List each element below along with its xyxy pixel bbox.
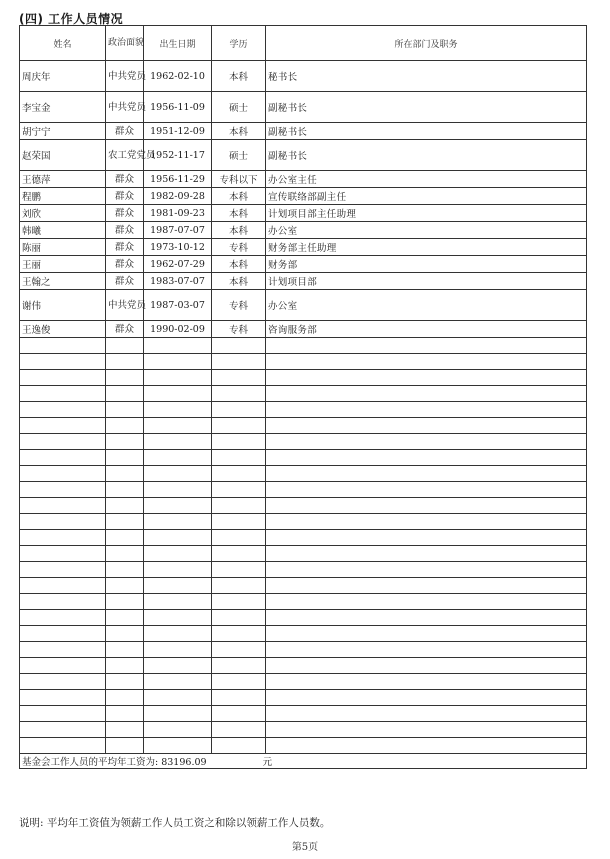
- empty-cell: [212, 674, 266, 690]
- empty-cell: [106, 402, 144, 418]
- empty-cell: [212, 690, 266, 706]
- empty-row: [20, 466, 587, 482]
- empty-cell: [144, 738, 212, 754]
- empty-cell: [144, 338, 212, 354]
- cell-dept: 计划项目部主任助理: [266, 205, 587, 222]
- header-education: 学历: [212, 26, 266, 61]
- empty-cell: [212, 450, 266, 466]
- empty-row: [20, 674, 587, 690]
- empty-cell: [106, 370, 144, 386]
- cell-birth: 1982-09-28: [144, 188, 212, 205]
- empty-cell: [20, 722, 106, 738]
- cell-birth: 1951-12-09: [144, 123, 212, 140]
- cell-name: 王翰之: [20, 273, 106, 290]
- empty-cell: [144, 578, 212, 594]
- empty-cell: [144, 610, 212, 626]
- cell-dept: 副秘书长: [266, 140, 587, 171]
- empty-cell: [144, 450, 212, 466]
- empty-cell: [144, 466, 212, 482]
- empty-cell: [212, 530, 266, 546]
- empty-cell: [106, 338, 144, 354]
- cell-dept: 宣传联络部副主任: [266, 188, 587, 205]
- cell-birth: 1962-02-10: [144, 61, 212, 92]
- empty-cell: [106, 466, 144, 482]
- cell-name: 王德萍: [20, 171, 106, 188]
- average-salary-unit: 元: [262, 757, 273, 768]
- empty-cell: [266, 338, 587, 354]
- empty-row: [20, 594, 587, 610]
- empty-cell: [106, 434, 144, 450]
- cell-education: 专科: [212, 239, 266, 256]
- cell-name: 李宝金: [20, 92, 106, 123]
- empty-row: [20, 498, 587, 514]
- table-row: [20, 92, 587, 123]
- cell-birth: 1990-02-09: [144, 321, 212, 338]
- empty-row: [20, 386, 587, 402]
- cell-political: 群众: [106, 321, 144, 338]
- empty-cell: [144, 354, 212, 370]
- cell-birth: 1973-10-12: [144, 239, 212, 256]
- cell-dept: 办公室: [266, 222, 587, 239]
- empty-row: [20, 690, 587, 706]
- empty-cell: [20, 482, 106, 498]
- empty-cell: [266, 418, 587, 434]
- empty-cell: [144, 706, 212, 722]
- staff-table: [19, 25, 587, 769]
- empty-cell: [212, 434, 266, 450]
- empty-cell: [20, 466, 106, 482]
- empty-row: [20, 354, 587, 370]
- cell-political: 群众: [106, 239, 144, 256]
- empty-cell: [266, 562, 587, 578]
- empty-cell: [20, 690, 106, 706]
- cell-education: 硕士: [212, 92, 266, 123]
- empty-cell: [266, 642, 587, 658]
- empty-cell: [20, 594, 106, 610]
- empty-row: [20, 530, 587, 546]
- average-salary-cell: [20, 754, 587, 769]
- empty-cell: [212, 498, 266, 514]
- cell-dept: 副秘书长: [266, 123, 587, 140]
- empty-cell: [106, 514, 144, 530]
- empty-cell: [212, 466, 266, 482]
- cell-education: 本科: [212, 61, 266, 92]
- average-salary-row: [20, 754, 587, 769]
- cell-education: 本科: [212, 222, 266, 239]
- empty-cell: [144, 514, 212, 530]
- section-title: (四) 工作人员情况: [19, 12, 124, 26]
- empty-cell: [20, 370, 106, 386]
- empty-cell: [106, 594, 144, 610]
- empty-cell: [20, 578, 106, 594]
- empty-row: [20, 450, 587, 466]
- cell-birth: 1983-07-07: [144, 273, 212, 290]
- empty-cell: [106, 674, 144, 690]
- empty-row: [20, 658, 587, 674]
- empty-cell: [20, 402, 106, 418]
- cell-birth: 1962-07-29: [144, 256, 212, 273]
- empty-cell: [20, 626, 106, 642]
- header-dept: 所在部门及职务: [266, 26, 587, 61]
- empty-row: [20, 546, 587, 562]
- cell-dept: 办公室主任: [266, 171, 587, 188]
- empty-cell: [144, 642, 212, 658]
- empty-cell: [144, 418, 212, 434]
- cell-name: 周庆年: [20, 61, 106, 92]
- empty-cell: [212, 546, 266, 562]
- empty-cell: [106, 482, 144, 498]
- empty-cell: [20, 450, 106, 466]
- empty-cell: [106, 562, 144, 578]
- cell-dept: 咨询服务部: [266, 321, 587, 338]
- cell-political: 群众: [106, 273, 144, 290]
- cell-dept: 副秘书长: [266, 92, 587, 123]
- empty-cell: [106, 642, 144, 658]
- cell-birth: 1952-11-17: [144, 140, 212, 171]
- empty-cell: [212, 738, 266, 754]
- empty-cell: [20, 354, 106, 370]
- empty-cell: [266, 674, 587, 690]
- empty-row: [20, 370, 587, 386]
- empty-cell: [106, 610, 144, 626]
- empty-cell: [20, 386, 106, 402]
- empty-cell: [144, 386, 212, 402]
- header-birth: 出生日期: [144, 26, 212, 61]
- empty-cell: [212, 402, 266, 418]
- empty-cell: [106, 498, 144, 514]
- empty-cell: [106, 738, 144, 754]
- empty-cell: [266, 514, 587, 530]
- empty-cell: [266, 626, 587, 642]
- empty-cell: [266, 466, 587, 482]
- table-row: [20, 140, 587, 171]
- empty-cell: [106, 354, 144, 370]
- average-salary-label: 基金会工作人员的平均年工资为: 83196.09: [22, 757, 207, 768]
- empty-cell: [106, 722, 144, 738]
- table-header-row: [20, 26, 587, 61]
- empty-cell: [266, 498, 587, 514]
- cell-political: 群众: [106, 205, 144, 222]
- empty-cell: [212, 610, 266, 626]
- cell-political: 农工党党员: [106, 140, 144, 171]
- cell-political: 群众: [106, 256, 144, 273]
- empty-row: [20, 626, 587, 642]
- empty-row: [20, 642, 587, 658]
- empty-row: [20, 418, 587, 434]
- empty-cell: [212, 658, 266, 674]
- empty-cell: [266, 434, 587, 450]
- table-row: [20, 123, 587, 140]
- empty-cell: [20, 338, 106, 354]
- empty-cell: [20, 546, 106, 562]
- empty-cell: [20, 530, 106, 546]
- empty-cell: [20, 434, 106, 450]
- cell-education: 硕士: [212, 140, 266, 171]
- table-row: [20, 171, 587, 188]
- cell-name: 谢伟: [20, 290, 106, 321]
- empty-cell: [144, 434, 212, 450]
- empty-cell: [266, 594, 587, 610]
- cell-education: 本科: [212, 273, 266, 290]
- empty-row: [20, 722, 587, 738]
- empty-cell: [20, 498, 106, 514]
- empty-cell: [266, 722, 587, 738]
- empty-cell: [106, 530, 144, 546]
- header-name: 姓名: [20, 26, 106, 61]
- cell-name: 陈丽: [20, 239, 106, 256]
- empty-cell: [212, 354, 266, 370]
- page-number: 第5页: [291, 842, 319, 853]
- empty-cell: [212, 722, 266, 738]
- cell-name: 胡宁宁: [20, 123, 106, 140]
- empty-cell: [212, 626, 266, 642]
- empty-cell: [20, 562, 106, 578]
- empty-cell: [144, 498, 212, 514]
- empty-cell: [20, 738, 106, 754]
- empty-row: [20, 738, 587, 754]
- cell-dept: 财务部: [266, 256, 587, 273]
- empty-cell: [212, 370, 266, 386]
- cell-education: 本科: [212, 123, 266, 140]
- empty-row: [20, 706, 587, 722]
- header-political: 政治面貌: [106, 26, 144, 61]
- cell-education: 专科以下: [212, 171, 266, 188]
- empty-cell: [20, 674, 106, 690]
- empty-cell: [20, 418, 106, 434]
- empty-cell: [106, 658, 144, 674]
- table-row: [20, 256, 587, 273]
- empty-row: [20, 578, 587, 594]
- table-row: [20, 239, 587, 256]
- cell-political: 群众: [106, 222, 144, 239]
- empty-cell: [106, 450, 144, 466]
- empty-cell: [20, 514, 106, 530]
- cell-dept: 办公室: [266, 290, 587, 321]
- cell-birth: 1956-11-29: [144, 171, 212, 188]
- empty-cell: [144, 674, 212, 690]
- cell-political: 中共党员: [106, 92, 144, 123]
- cell-name: 程鹏: [20, 188, 106, 205]
- empty-cell: [212, 578, 266, 594]
- empty-cell: [20, 642, 106, 658]
- explanation-note: 说明: 平均年工资值为领薪工作人员工资之和除以领薪工作人员数。: [19, 817, 331, 829]
- empty-cell: [106, 546, 144, 562]
- cell-political: 中共党员: [106, 290, 144, 321]
- empty-row: [20, 482, 587, 498]
- empty-cell: [212, 482, 266, 498]
- cell-political: 群众: [106, 123, 144, 140]
- empty-cell: [144, 594, 212, 610]
- empty-cell: [266, 738, 587, 754]
- empty-cell: [266, 578, 587, 594]
- empty-cell: [212, 594, 266, 610]
- cell-dept: 计划项目部: [266, 273, 587, 290]
- empty-cell: [266, 530, 587, 546]
- empty-cell: [144, 402, 212, 418]
- empty-cell: [144, 562, 212, 578]
- empty-cell: [144, 530, 212, 546]
- empty-cell: [266, 354, 587, 370]
- table-row: [20, 273, 587, 290]
- cell-name: 韩曦: [20, 222, 106, 239]
- empty-row: [20, 514, 587, 530]
- empty-cell: [106, 690, 144, 706]
- empty-cell: [266, 386, 587, 402]
- cell-birth: 1987-03-07: [144, 290, 212, 321]
- cell-name: 王逸俊: [20, 321, 106, 338]
- cell-education: 本科: [212, 188, 266, 205]
- cell-name: 刘欣: [20, 205, 106, 222]
- cell-education: 本科: [212, 256, 266, 273]
- cell-birth: 1987-07-07: [144, 222, 212, 239]
- empty-cell: [20, 658, 106, 674]
- table-row: [20, 222, 587, 239]
- empty-cell: [266, 546, 587, 562]
- empty-cell: [144, 626, 212, 642]
- table-row: [20, 205, 587, 222]
- empty-cell: [212, 642, 266, 658]
- cell-birth: 1956-11-09: [144, 92, 212, 123]
- empty-cell: [212, 562, 266, 578]
- cell-education: 专科: [212, 321, 266, 338]
- empty-cell: [20, 610, 106, 626]
- empty-row: [20, 610, 587, 626]
- cell-political: 中共党员: [106, 61, 144, 92]
- empty-cell: [106, 706, 144, 722]
- cell-dept: 财务部主任助理: [266, 239, 587, 256]
- empty-cell: [212, 386, 266, 402]
- empty-cell: [212, 514, 266, 530]
- empty-cell: [266, 450, 587, 466]
- empty-cell: [144, 370, 212, 386]
- empty-cell: [106, 418, 144, 434]
- empty-cell: [266, 482, 587, 498]
- empty-row: [20, 562, 587, 578]
- empty-cell: [144, 722, 212, 738]
- empty-cell: [266, 658, 587, 674]
- empty-cell: [266, 370, 587, 386]
- empty-row: [20, 434, 587, 450]
- table-row: [20, 188, 587, 205]
- empty-row: [20, 338, 587, 354]
- table-row: [20, 290, 587, 321]
- empty-cell: [20, 706, 106, 722]
- cell-political: 群众: [106, 171, 144, 188]
- empty-cell: [144, 658, 212, 674]
- empty-cell: [106, 626, 144, 642]
- empty-cell: [212, 418, 266, 434]
- table-row: [20, 321, 587, 338]
- empty-cell: [266, 402, 587, 418]
- empty-row: [20, 402, 587, 418]
- cell-birth: 1981-09-23: [144, 205, 212, 222]
- cell-dept: 秘书长: [266, 61, 587, 92]
- empty-cell: [144, 482, 212, 498]
- cell-education: 本科: [212, 205, 266, 222]
- table-row: [20, 61, 587, 92]
- cell-name: 赵荣国: [20, 140, 106, 171]
- empty-cell: [212, 338, 266, 354]
- empty-cell: [212, 706, 266, 722]
- empty-cell: [144, 546, 212, 562]
- empty-cell: [266, 690, 587, 706]
- empty-cell: [266, 610, 587, 626]
- empty-cell: [106, 386, 144, 402]
- cell-political: 群众: [106, 188, 144, 205]
- cell-name: 王丽: [20, 256, 106, 273]
- empty-cell: [266, 706, 587, 722]
- empty-cell: [106, 578, 144, 594]
- empty-cell: [144, 690, 212, 706]
- cell-education: 专科: [212, 290, 266, 321]
